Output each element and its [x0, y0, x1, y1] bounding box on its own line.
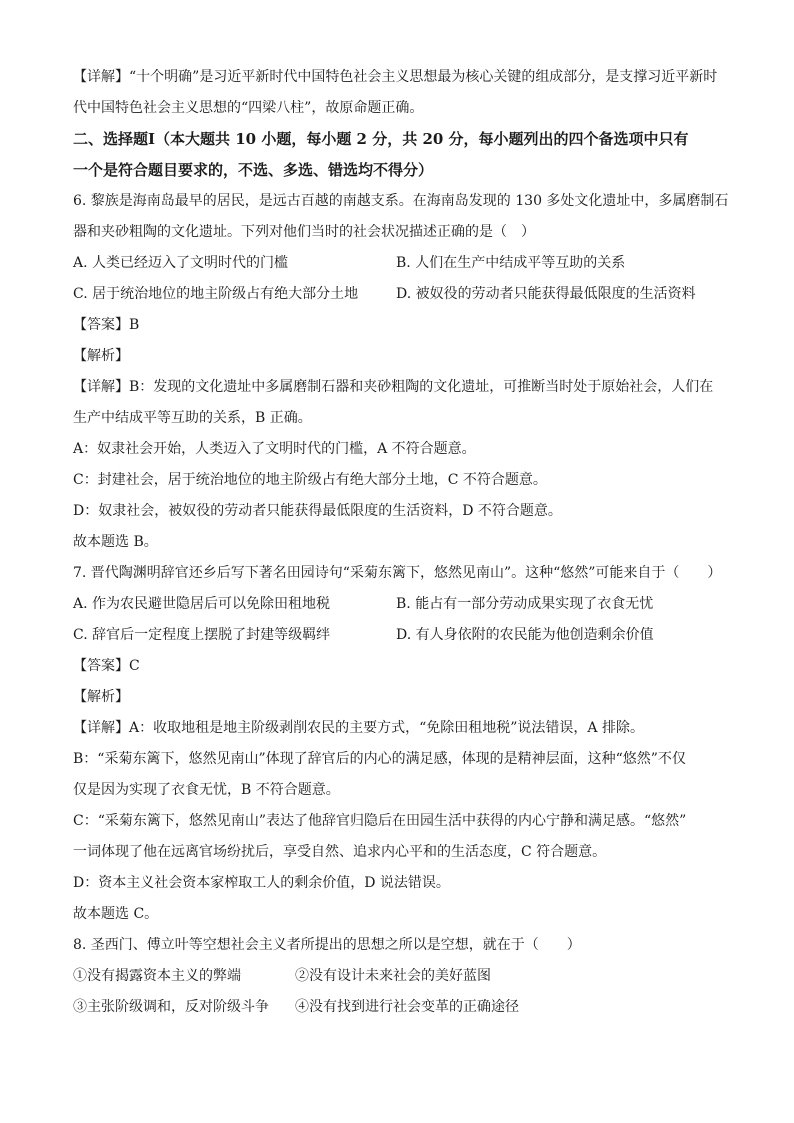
- text-line: C：封建社会，居于统治地位的地主阶级占有绝大部分土地，C 不符合题意。: [73, 472, 547, 488]
- text-line: 生产中结成平等互助的关系，B 正确。: [73, 410, 312, 426]
- text-line: 【详解】“十个明确”是习近平新时代中国特色社会主义思想最为核心关键的组成部分，是支撑习近平新时: [73, 69, 718, 85]
- text-line: 故本题选 C。: [73, 906, 159, 922]
- text-line: 【详解】B：发现的文化遗址中多属磨制石器和夹砂粗陶的文化遗址，可推断当时处于原始社会，人们在: [73, 379, 714, 395]
- text-line: 【解析】: [73, 348, 129, 364]
- text-line: 【详解】A：收取地租是地主阶级剥削农民的主要方式，“免除田租地税”说法错误，A 排除。: [73, 720, 644, 736]
- option-left: ①没有揭露资本主义的弊端: [73, 968, 241, 984]
- option-right: D. 被奴役的劳动者只能获得最低限度的生活资料: [396, 286, 696, 302]
- option-left: C. 辞官后一定程度上摆脱了封建等级羁绊: [73, 627, 331, 643]
- text-line: A：奴隶社会开始，人类迈入了文明时代的门槛，A 不符合题意。: [73, 441, 476, 457]
- option-right: B. 能占有一部分劳动成果实现了衣食无忧: [396, 596, 654, 612]
- option-row: [73, 279, 733, 310]
- text-line: 【答案】C: [73, 658, 140, 674]
- text-line: 【答案】B: [73, 317, 140, 333]
- text-line: D：奴隶社会，被奴役的劳动者只能获得最低限度的生活资料，D 不符合题意。: [73, 503, 562, 519]
- text-line: 故本题选 B。: [73, 534, 158, 550]
- text-line: 一词体现了他在远离官场纷扰后，享受自然、追求内心平和的生活态度，C 符合题意。: [73, 844, 607, 860]
- text-line: C：“采菊东篱下，悠然见南山”表达了他辞官归隐后在田园生活中获得的内心宁静和满足感。“悠然”: [73, 813, 687, 829]
- option-row: [73, 961, 733, 992]
- section-heading: 二、选择题Ⅰ（本大题共 10 小题，每小题 2 分，共 20 分，每小题列出的四个备选项中只有: [73, 130, 689, 148]
- section-heading: 一个是符合题目要求的，不选、多选、错选均不得分）: [73, 161, 434, 179]
- text-line: 代中国特色社会主义思想的“四梁八柱”，故原命题正确。: [73, 100, 424, 116]
- option-right: B. 人们在生产中结成平等互助的关系: [396, 255, 626, 271]
- option-row: [73, 620, 733, 651]
- text-line: D：资本主义社会资本家榨取工人的剩余价值，D 说法错误。: [73, 875, 450, 891]
- option-left: A. 作为农民避世隐居后可以免除田租地税: [73, 596, 331, 612]
- document-content: [73, 62, 733, 1023]
- text-line: 器和夹砂粗陶的文化遗址。下列对他们当时的社会状况描述正确的是（ ）: [73, 224, 535, 240]
- option-left: A. 人类已经迈入了文明时代的门槛: [73, 255, 289, 271]
- text-line: 7. 晋代陶渊明辞官还乡后写下著名田园诗句“采菊东篱下，悠然见南山”。这种“悠然”可能来自于（ ）: [73, 565, 722, 581]
- option-right: ②没有设计未来社会的美好蓝图: [295, 968, 491, 984]
- option-right: D. 有人身依附的农民能为他创造剩余价值: [396, 627, 654, 643]
- text-line: 【解析】: [73, 689, 129, 705]
- text-line: B：“采菊东篱下，悠然见南山”体现了辞官后的内心的满足感，体现的是精神层面，这种“悠然”不仅: [73, 751, 686, 767]
- option-row: [73, 248, 733, 279]
- option-row: [73, 992, 733, 1023]
- text-line: 6. 黎族是海南岛最早的居民，是远古百越的南越支系。在海南岛发现的 130 多处文化遗址中，多属磨制石: [73, 193, 729, 209]
- option-right: ④没有找到进行社会变革的正确途径: [295, 999, 519, 1015]
- text-line: 仅是因为实现了衣食无忧，B 不符合题意。: [73, 782, 340, 798]
- option-left: ③主张阶级调和，反对阶级斗争: [73, 999, 269, 1015]
- text-line: 8. 圣西门、傅立叶等空想社会主义者所提出的思想之所以是空想，就在于（ ）: [73, 937, 581, 953]
- option-row: [73, 589, 733, 620]
- option-left: C. 居于统治地位的地主阶级占有绝大部分土地: [73, 286, 359, 302]
